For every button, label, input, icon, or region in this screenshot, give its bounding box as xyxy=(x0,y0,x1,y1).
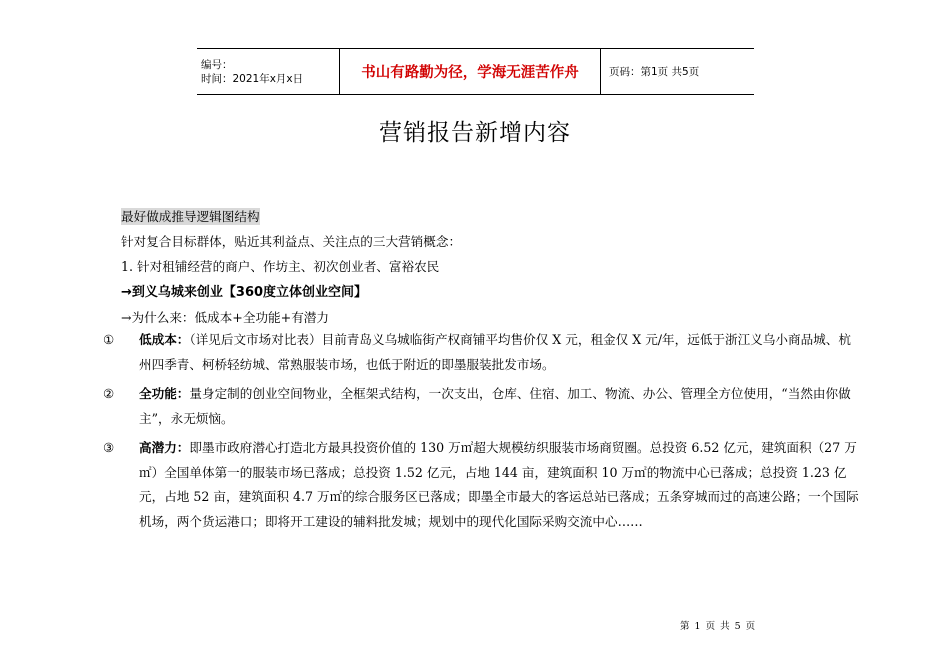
serial-label: 编号： xyxy=(201,58,233,71)
point-marker: ① xyxy=(103,332,115,347)
arrow-line-1: →到义乌城来创业【360度立体创业空间】 xyxy=(121,285,368,300)
point-low-cost xyxy=(103,328,859,377)
time-label: 时间：2021年x月x日 xyxy=(201,72,304,85)
page-code-text: 页码：第1页 共5页 xyxy=(609,66,700,78)
arrow-line-2: →为什么来：低成本+全功能+有潜力 xyxy=(121,310,329,325)
header-table xyxy=(197,48,754,95)
point-full-function xyxy=(103,382,859,431)
point-label: 全功能： xyxy=(139,386,190,401)
point-label: 高潜力： xyxy=(139,440,190,455)
point-marker: ② xyxy=(103,386,115,401)
page-title: 营销报告新增内容 xyxy=(379,120,571,146)
header-meta xyxy=(197,49,339,94)
point-label: 低成本： xyxy=(139,332,190,347)
page-footer: 第 1 页 共 5 页 xyxy=(680,621,757,632)
motto-text: 书山有路勤为径，学海无涯苦作舟 xyxy=(361,65,579,81)
point-marker: ③ xyxy=(103,440,115,455)
point-high-potential xyxy=(103,436,859,534)
header-motto xyxy=(339,49,601,94)
item-1-line: 1. 针对租铺经营的商户、作坊主、初次创业者、富裕农民 xyxy=(121,259,440,274)
point-text: 即墨市政府潜心打造北方最具投资价值的 130 万㎡超大规模纺织服装市场商贸圈。总投资 6.52 亿元，建筑面积（27 万㎡）全国单体第一的服装市场已落成；总投资 1.52 亿元，占地 144 亩，建筑面积 10 万㎡的物流中心已落成；总投资 1.23 亿元，占地 52 亩，建筑面积 4.7 万㎡的综合服务区已落成；即墨全市最大的客运总站已落成；五条穿城而过的高速公路；一个国际机场，两个货运港口；即将开工建设的辅料批发城；规划中的现代化国际采购交流中心…… xyxy=(139,440,859,529)
header-page-code xyxy=(601,49,754,94)
point-text: 量身定制的创业空间物业，全框架式结构，一次支出，仓库、住宿、加工、物流、办公、管理全方位使用，“当然由你做主”，永无烦恼。 xyxy=(139,386,851,426)
note-line xyxy=(121,206,260,225)
highlighted-note: 最好做成推导逻辑图结构 xyxy=(121,209,260,224)
intro-line: 针对复合目标群体，贴近其利益点、关注点的三大营销概念： xyxy=(121,234,462,249)
point-text: （详见后文市场对比表）目前青岛义乌城临街产权商铺平均售价仅 X 元，租金仅 X 元/年，远低于浙江义乌小商品城、杭州四季青、柯桥轻纺城、常熟服装市场，也低于附近的即墨服装批发市场。 xyxy=(139,332,851,372)
